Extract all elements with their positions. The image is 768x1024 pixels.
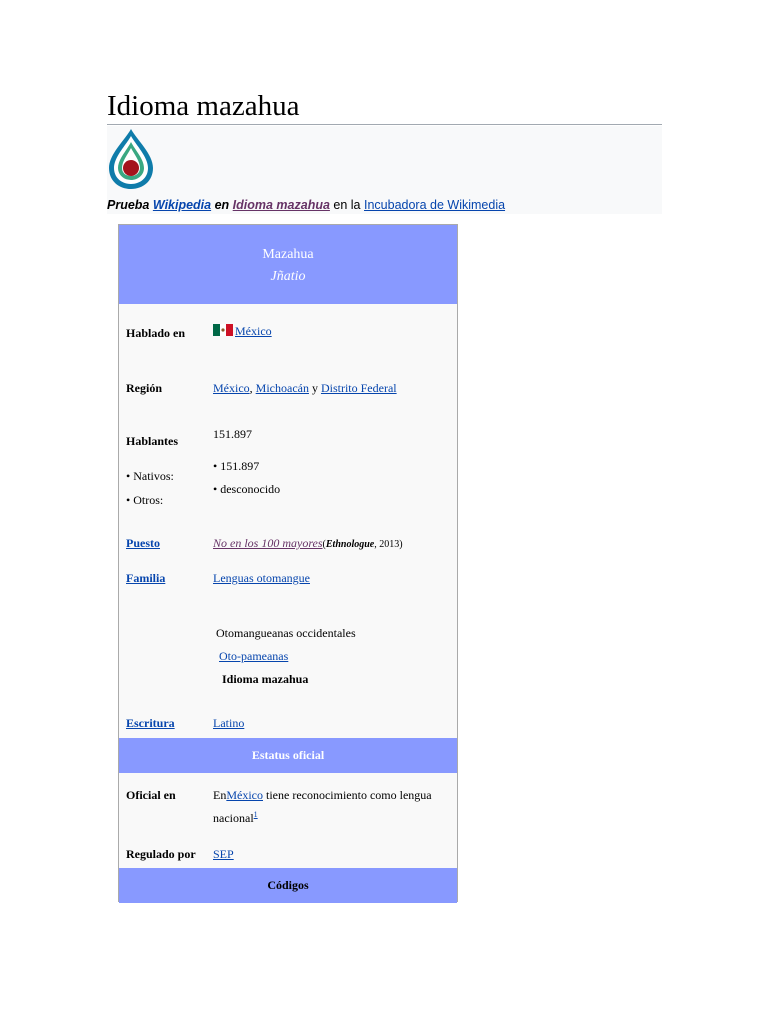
region-df-link[interactable]: Distrito Federal <box>320 381 397 395</box>
incubator-note <box>107 198 505 212</box>
oficial-mexico-link[interactable]: México <box>226 788 263 802</box>
ethnologue-source: Ethnologue <box>325 539 375 550</box>
native-name: Jñatio <box>270 269 306 284</box>
nativos-value: • 151.897 <box>213 459 260 473</box>
otros-label: • Otros: <box>126 493 164 507</box>
puesto-value <box>213 536 403 551</box>
region-label: Región <box>126 381 162 395</box>
hablantes-label: Hablantes <box>126 434 179 448</box>
region-value <box>213 381 397 396</box>
hablado-mexico-link[interactable]: México <box>235 324 272 338</box>
tree-level-3: Idioma mazahua <box>222 672 309 686</box>
region-sep1: , <box>249 381 253 395</box>
oficial-value-line2 <box>213 810 258 826</box>
hablantes-total: 151.897 <box>213 427 252 441</box>
incubator-mid2: en la <box>333 198 361 212</box>
region-michoacan-link[interactable]: Michoacán <box>255 381 309 395</box>
language-link[interactable]: Idioma mazahua <box>232 198 330 212</box>
page-title: Idioma mazahua <box>107 88 662 125</box>
puesto-note-year: , 2013) <box>374 539 403 550</box>
oficial-line2: nacional <box>213 811 254 825</box>
puesto-note-open: ( <box>322 539 326 550</box>
oficial-value <box>213 788 432 803</box>
puesto-rank-link[interactable]: No en los 100 mayores <box>213 536 323 550</box>
oficial-pre: En <box>213 788 227 802</box>
region-sep2: y <box>311 381 318 395</box>
incubator-prefix: Prueba <box>107 198 150 212</box>
hablado-value <box>213 324 272 339</box>
wikimedia-incubator-logo-icon[interactable] <box>107 128 155 190</box>
language-name: Mazahua <box>262 247 314 262</box>
regulado-sep-link[interactable]: SEP <box>213 847 234 861</box>
familia-value-link[interactable]: Lenguas otomangue <box>213 571 310 585</box>
mexico-flag-icon <box>213 324 233 336</box>
estatus-heading: Estatus oficial <box>119 738 457 773</box>
puesto-link[interactable]: Puesto <box>126 536 160 550</box>
regulado-label: Regulado por <box>126 847 196 861</box>
otros-value: • desconocido <box>213 482 281 496</box>
nativos-label: • Nativos: <box>126 469 174 483</box>
tree-level-2-link[interactable]: Oto-pameanas <box>219 649 289 663</box>
infobox-header <box>119 225 457 304</box>
escritura-value-link[interactable]: Latino <box>213 716 245 730</box>
escritura-link[interactable]: Escritura <box>126 716 175 730</box>
wikipedia-link[interactable]: Wikipedia <box>152 198 212 212</box>
incubator-notice <box>107 126 662 214</box>
region-mexico-link[interactable]: México <box>213 381 250 395</box>
familia-link[interactable]: Familia <box>126 571 166 585</box>
oficial-label: Oficial en <box>126 788 176 802</box>
reference-1-link[interactable]: 1 <box>253 810 258 819</box>
language-infobox <box>118 224 458 902</box>
incubator-link[interactable]: Incubadora de Wikimedia <box>364 198 506 212</box>
hablado-label: Hablado en <box>126 326 186 340</box>
oficial-post: tiene reconocimiento como lengua <box>266 788 432 802</box>
incubator-mid: en <box>214 198 230 212</box>
codigos-heading: Códigos <box>119 868 457 903</box>
tree-level-1: Otomangueanas occidentales <box>216 626 356 640</box>
